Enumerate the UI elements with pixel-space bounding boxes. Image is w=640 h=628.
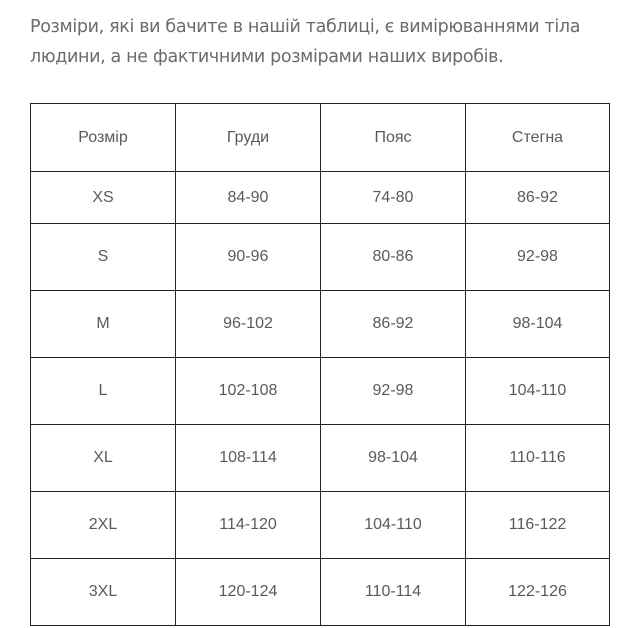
cell-chest: 90-96 — [176, 224, 321, 291]
cell-hips: 104-110 — [466, 358, 610, 425]
cell-waist: 92-98 — [321, 358, 466, 425]
cell-size: 2XL — [31, 492, 176, 559]
size-note-line-1: Розміри, які ви бачите в нашій таблиці, є вимірюваннями тіла — [30, 17, 581, 37]
cell-size: L — [31, 358, 176, 425]
header-chest: Груди — [176, 104, 321, 172]
cell-chest: 120-124 — [176, 559, 321, 626]
table-header-row — [31, 104, 610, 172]
header-size: Розмір — [31, 104, 176, 172]
cell-size: M — [31, 291, 176, 358]
header-waist: Пояс — [321, 104, 466, 172]
size-note-line-2: людини, а не фактичними розмірами наших виробів. — [30, 47, 504, 67]
cell-waist: 86-92 — [321, 291, 466, 358]
cell-waist: 110-114 — [321, 559, 466, 626]
cell-waist: 80-86 — [321, 224, 466, 291]
cell-chest: 102-108 — [176, 358, 321, 425]
cell-hips: 92-98 — [466, 224, 610, 291]
cell-chest: 96-102 — [176, 291, 321, 358]
cell-hips: 122-126 — [466, 559, 610, 626]
table-row — [31, 291, 610, 358]
size-chart-table — [30, 103, 610, 626]
cell-chest: 108-114 — [176, 425, 321, 492]
table-row — [31, 559, 610, 626]
cell-size: 3XL — [31, 559, 176, 626]
size-note — [30, 12, 620, 72]
cell-waist: 74-80 — [321, 172, 466, 224]
header-hips: Стегна — [466, 104, 610, 172]
cell-size: XL — [31, 425, 176, 492]
cell-chest: 114-120 — [176, 492, 321, 559]
cell-hips: 86-92 — [466, 172, 610, 224]
cell-hips: 98-104 — [466, 291, 610, 358]
cell-size: XS — [31, 172, 176, 224]
cell-waist: 98-104 — [321, 425, 466, 492]
table-row — [31, 172, 610, 224]
cell-hips: 116-122 — [466, 492, 610, 559]
cell-waist: 104-110 — [321, 492, 466, 559]
table-row — [31, 425, 610, 492]
cell-hips: 110-116 — [466, 425, 610, 492]
cell-chest: 84-90 — [176, 172, 321, 224]
table-row — [31, 224, 610, 291]
cell-size: S — [31, 224, 176, 291]
table-row — [31, 358, 610, 425]
table-row — [31, 492, 610, 559]
